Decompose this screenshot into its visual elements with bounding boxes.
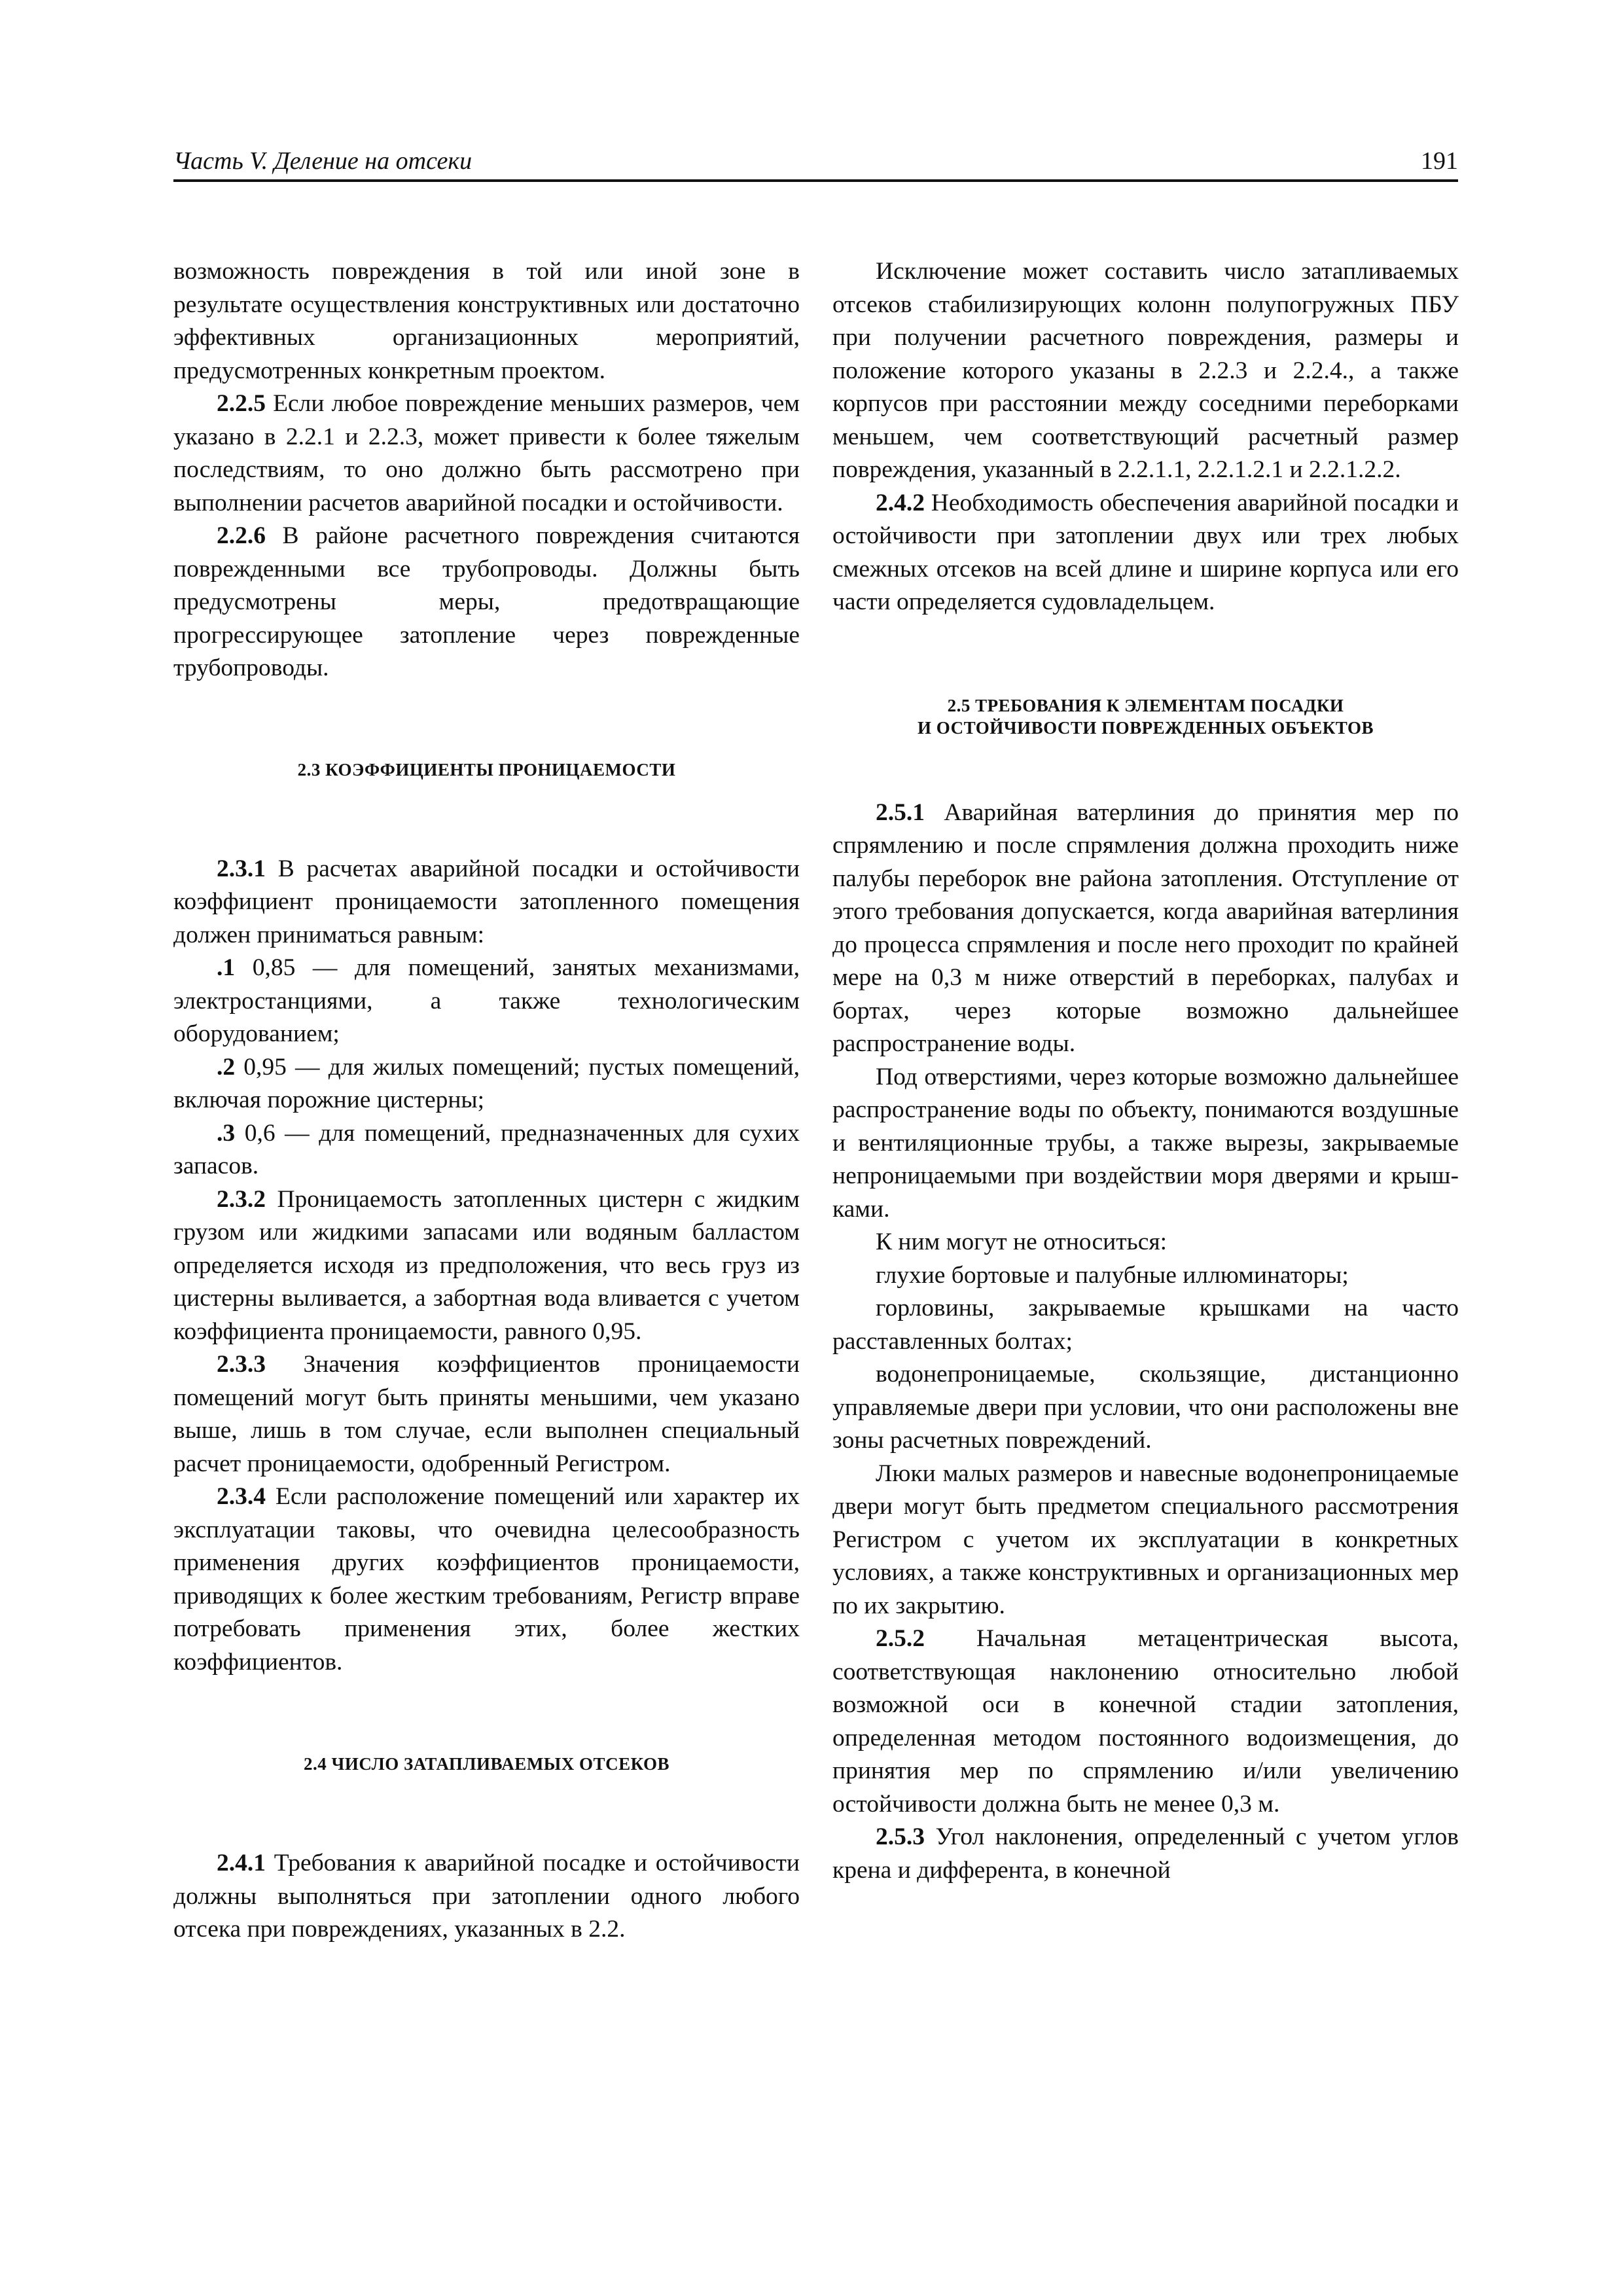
paragraph-2-2-5	[173, 387, 800, 520]
item-number: .1	[217, 954, 236, 981]
clause-number: 2.4.2	[876, 489, 925, 516]
clause-text: Аварийная ватерлиния до принятия мер по спрямлению и после спрямления должна проходить ниже палубы переборок вне района затопления. Отступление от этого требования допускается, когда аварийная ватерлиния до процесса спрямления и после него проходит по крайней мере на 0,3 м ниже отверстий в переборках, палубах и бортах, через которые возможно дальнейшее распространение воды.	[832, 798, 1459, 1057]
item-text: 0,6 — для помещений, предназначенных для сухих запасов.	[173, 1119, 800, 1179]
clause-number: 2.3.4	[217, 1483, 266, 1510]
exclusion-item-3: водонепроницаемые, скользящие, дистанционно управляемые двери при условии, что они расположены вне зоны расчетных повреждений.	[832, 1361, 1459, 1454]
paragraph-2-5-1	[832, 797, 1459, 1061]
paragraph-hatches: Люки малых размеров и навесные водонепроницаемые двери могут быть предметом специального рассмотрения Регистром с учетом их эксплуатации в конкретных условиях, а также конструктивных и организационных мер по их закрытию.	[832, 1460, 1459, 1619]
clause-text: Если любое повреждение меньших размеров, чем указано в 2.2.1 и 2.2.3, может привести к более тяжелым последствиям, то оно должно быть рассмотрено при выполнении расчетов аварийной посадки и остойчивости.	[173, 390, 800, 516]
clause-text: Необходимость обеспечения аварийной посадки и остойчивости при затоплении двух или трех любых смежных отсеков на всей длине и ширине корпуса или его части определяется судовладельцем.	[832, 489, 1459, 615]
item-number: .3	[217, 1119, 236, 1147]
paragraph-2-3-3	[173, 1348, 800, 1480]
clause-number: 2.3.3	[217, 1351, 266, 1378]
paragraph-2-5-2	[832, 1623, 1459, 1821]
clause-text: В районе расчетного повреждения считаются поврежденными все трубопроводы. Должны быть предусмотрены меры, предотвращающие прогрессирующее затопление через поврежденные трубопроводы.	[173, 522, 800, 681]
clause-number: 2.5.2	[876, 1625, 925, 1652]
paragraph-continuation: возможность повреждения в той или иной зоне в результате осуществления конструктивных или достаточно эффективных организационных мероприятий, предусмотренных конкретным проектом.	[173, 258, 800, 384]
clause-number: 2.5.1	[876, 798, 925, 826]
item-text: 0,95 — для жилых помещений; пустых помещений, включая порожние цистерны;	[173, 1053, 800, 1113]
list-item-3	[173, 1117, 800, 1183]
header-rule	[173, 179, 1458, 182]
clause-text: Значения коэффициентов проницаемости помещений могут быть приняты меньшими, чем указано выше, лишь в том случае, если выполнен специальный расчет проницаемости, одобренный Регистром.	[173, 1351, 800, 1477]
clause-text: Если расположение помещений или характер их эксплуатации таковы, что очевидна целесообразность применения других коэффициентов проницаемости, приводящих к более жестким требованиям, Регистр вправе потребовать применения этих, более жестких коэффициентов.	[173, 1483, 800, 1676]
exclusion-item-2: горловины, закрываемые крышками на часто расставленных болтах;	[832, 1295, 1459, 1355]
section-heading-2-4: 2.4 ЧИСЛО ЗАТАПЛИВАЕМЫХ ОТСЕКОВ	[304, 1754, 669, 1774]
item-number: .2	[217, 1053, 236, 1081]
list-item-2	[173, 1051, 800, 1117]
clause-number: 2.3.1	[217, 855, 266, 882]
running-title: Часть V. Деление на отсеки	[173, 147, 473, 175]
paragraph-exclusions: К ним могут не относиться:	[876, 1229, 1168, 1255]
right-column	[832, 255, 1459, 1887]
list-item-1	[173, 952, 800, 1051]
paragraph-2-3-1	[173, 853, 800, 952]
paragraph-openings: Под отверстиями, через которые возможно дальнейшее распространение воды по объекту, понимаются воздушные и вентиляционные трубы, а также вырезы, закрываемые непроницаемыми при воздействии моря дверями и крышками.	[832, 1063, 1459, 1223]
page-number: 191	[1421, 147, 1458, 175]
clause-number: 2.2.6	[217, 522, 266, 549]
paragraph-2-3-4	[173, 1480, 800, 1679]
item-text: 0,85 — для помещений, занятых механизмами, электростанциями, а также технологическим оборудованием;	[173, 954, 800, 1047]
clause-number: 2.5.3	[876, 1823, 925, 1850]
paragraph-2-3-2	[173, 1183, 800, 1349]
paragraph-2-5-3	[832, 1821, 1459, 1887]
section-heading-2-5	[832, 694, 1459, 739]
clause-text: В расчетах аварийной посадки и остойчивости коэффициент проницаемости затопленного помещения должен приниматься равным:	[173, 855, 800, 948]
clause-number: 2.4.1	[217, 1850, 266, 1876]
left-column	[173, 255, 800, 1946]
clause-text: Начальная метацентрическая высота, соответствующая наклонению относительно любой возможной оси в конечной стадии затопления, определенная методом постоянного водоизмещения, до принятия мер по спрямлению и/или увеличению остойчивости должна быть не менее 0,3 м.	[832, 1625, 1459, 1818]
heading-line-1: 2.5 ТРЕБОВАНИЯ К ЭЛЕМЕНТАМ ПОСАДКИ	[947, 695, 1344, 715]
paragraph-2-2-6	[173, 520, 800, 685]
page-header	[173, 145, 1458, 177]
section-heading-2-3: 2.3 КОЭФФИЦИЕНТЫ ПРОНИЦАЕМОСТИ	[297, 759, 676, 780]
heading-line-2: И ОСТОЙЧИВОСТИ ПОВРЕЖДЕННЫХ ОБЪЕКТОВ	[918, 717, 1374, 738]
clause-text: Требования к аварийной посадке и остойчивости должны выполняться при затоплении одного любого отсека при повреждениях, указанных в 2.2.	[173, 1850, 800, 1943]
exclusion-item-1: глухие бортовые и палубные иллюминаторы;	[876, 1261, 1349, 1289]
paragraph-2-4-1	[173, 1847, 800, 1946]
paragraph-exception: Исключение может составить число затапливаемых отсеков стабилизирующих колонн полупогружных ПБУ при получении расчетного повреждения, размеры и положение которого указаны в 2.2.3 и 2.2.4., а также корпусов при расстоянии между соседними переборками меньшем, чем соответствующий расчетный размер повреждения, указанный в 2.2.1.1, 2.2.1.2.1 и 2.2.1.2.2.	[832, 258, 1459, 483]
paragraph-2-4-2	[832, 487, 1459, 619]
clause-number: 2.2.5	[217, 390, 266, 417]
clause-text: Угол наклонения, определенный с учетом углов крена и дифферента, в конечной	[832, 1823, 1459, 1884]
clause-text: Проницаемость затопленных цистерн с жидким грузом или жидкими запасами или водяным балластом определяется исходя из предположения, что весь груз из цистерны выливается, а забортная вода вливается с учетом коэффициента проницаемости, равного 0,95.	[173, 1185, 800, 1345]
clause-number: 2.3.2	[217, 1185, 266, 1213]
